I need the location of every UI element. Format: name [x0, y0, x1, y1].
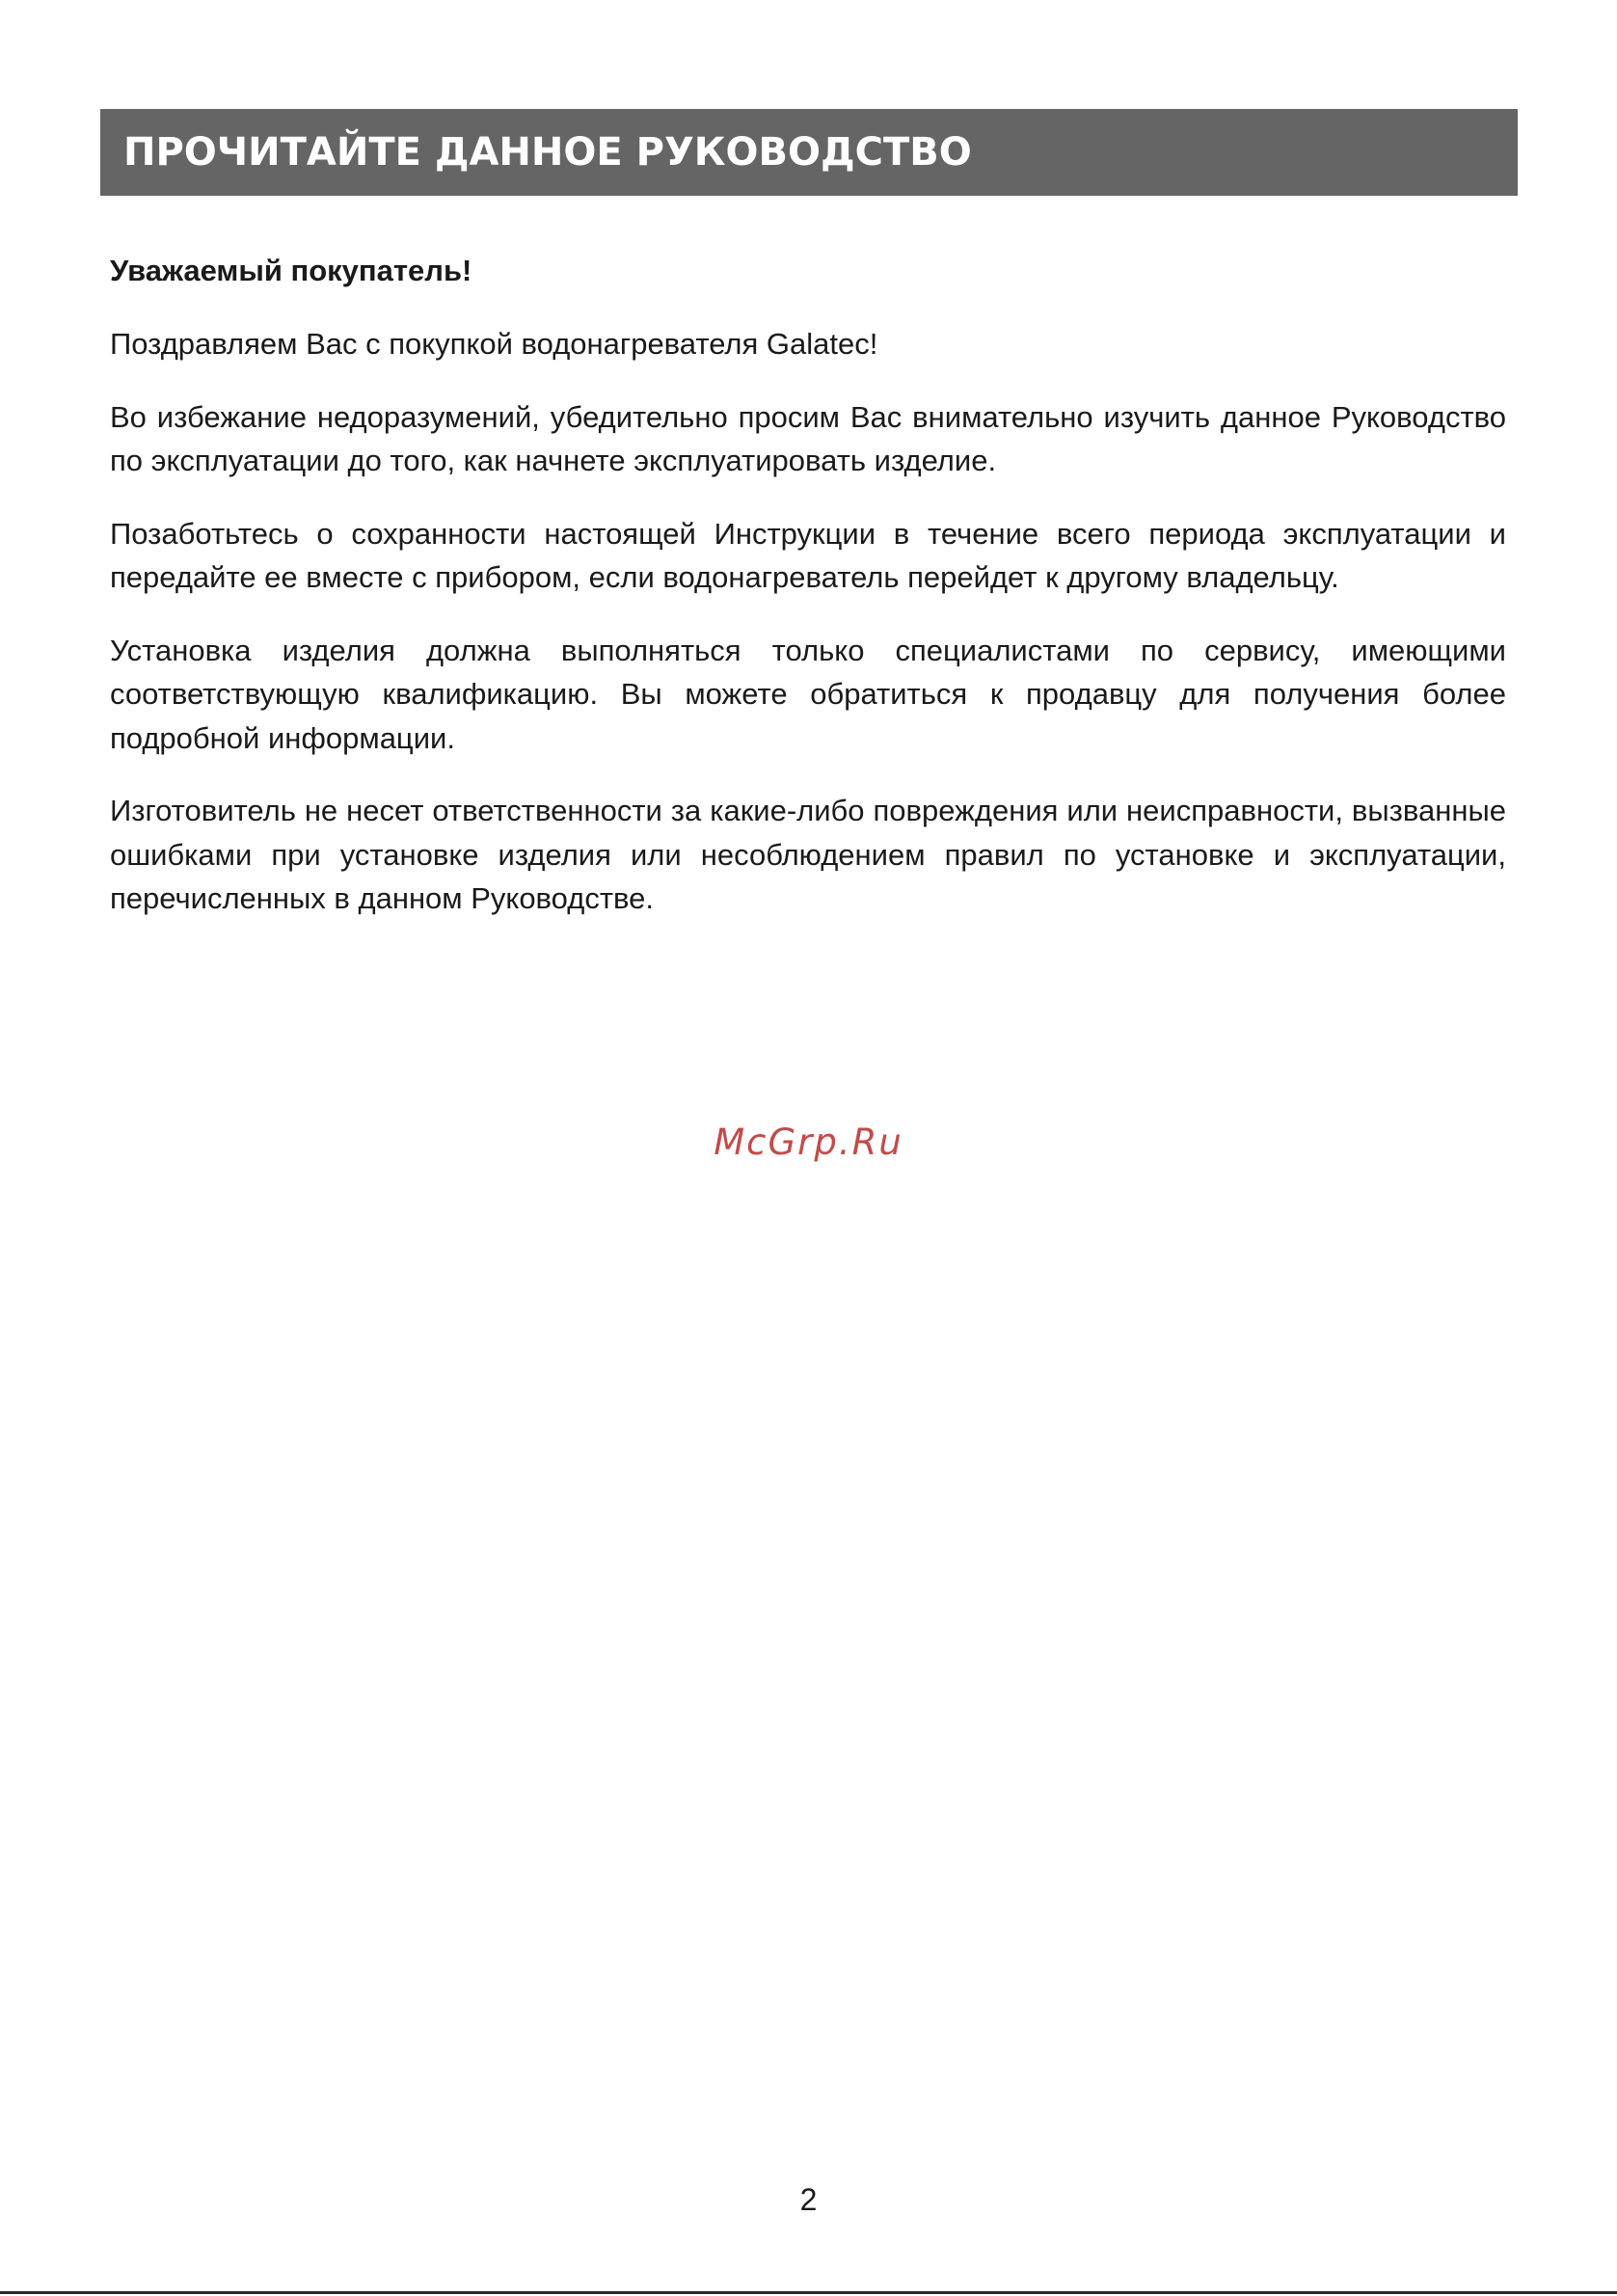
- paragraph-read-manual: Во избежание недоразумений, убедительно просим Вас внимательно изучить данное Руководство по эксплуатации до того, как начнете эксплуатировать изделие.: [110, 399, 1506, 477]
- paragraph-congratulations: Поздравляем Вас с покупкой водонагревателя Galatec!: [110, 327, 878, 361]
- document-body: [110, 249, 1506, 950]
- paragraph-keep-instructions: Позаботьтесь о сохранности настоящей Инструкции в течение всего периода эксплуатации и передайте ее вместе с прибором, если водонагреватель перейдет к другому владельцу.: [110, 516, 1506, 594]
- watermark: McGrp.Ru: [714, 1121, 903, 1163]
- section-header: [100, 109, 1518, 196]
- bottom-divider: [0, 2291, 1617, 2294]
- paragraph-installation: Установка изделия должна выполняться только специалистами по сервису, имеющими соответствующую квалификацию. Вы можете обратиться к продавцу для получения более подробной информации.: [110, 633, 1506, 755]
- greeting: Уважаемый покупатель!: [110, 254, 472, 287]
- paragraph-liability: Изготовитель не несет ответственности за какие-либо повреждения или неисправности, вызванные ошибками при установке изделия или несоблюдением правил по установке и эксплуатации, перечисленных в данном Руководстве.: [110, 794, 1506, 915]
- section-title: ПРОЧИТАЙТЕ ДАННОЕ РУКОВОДСТВО: [123, 130, 972, 175]
- page-number: 2: [799, 2182, 818, 2217]
